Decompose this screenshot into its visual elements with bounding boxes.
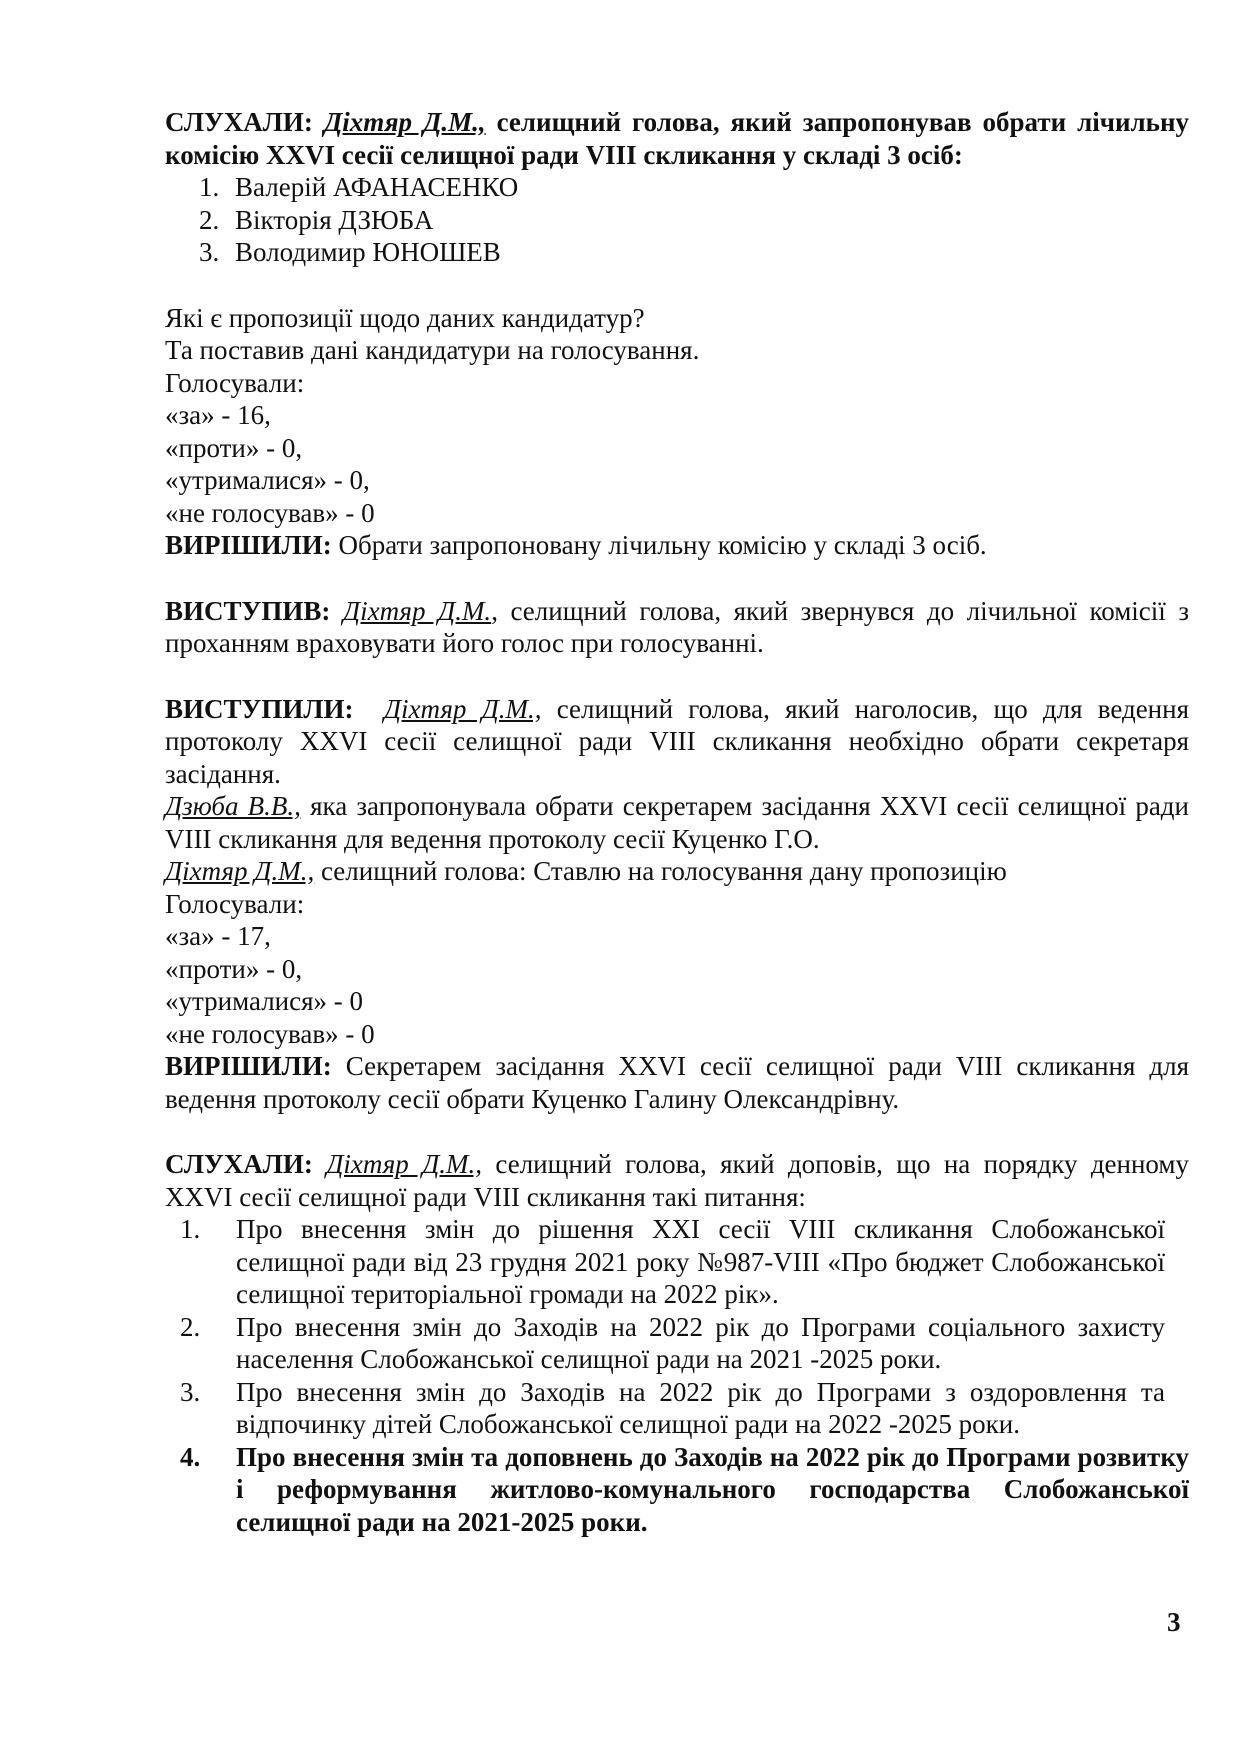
agenda-num: 3.	[180, 1376, 201, 1407]
agenda-num: 2.	[180, 1311, 201, 1342]
section3-speaker3: Діхтяр Д.М.,	[165, 856, 315, 886]
section3-decided-text: Секретарем засідання XXVI сесії селищної ради VIII скликання для ведення протоколу сесії обрати Куценко Галину Олександрівну.	[165, 1051, 1189, 1114]
section3-vote-call	[165, 855, 1189, 888]
candidate-name: Володимир ЮНОШЕВ	[235, 237, 501, 267]
candidate-name: Валерій АФАНАСЕНКО	[235, 172, 519, 202]
section1-label: СЛУХАЛИ:	[165, 107, 313, 137]
section1-decision	[165, 529, 1189, 562]
section1-paragraph	[165, 106, 1189, 171]
candidate-num: 2.	[199, 204, 220, 235]
document-page	[165, 106, 1189, 1538]
section3-speaker2: Дзюба В.В.,	[165, 791, 301, 821]
agenda-text: Про внесення змін до Заходів на 2022 рік до Програми соціального захисту населення Слобожанської селищної ради на 2021 -2025 роки.	[236, 1311, 1165, 1374]
section2-paragraph	[165, 595, 1189, 660]
section3-paragraph	[165, 693, 1189, 791]
candidate-item	[165, 171, 1189, 204]
agenda-item	[165, 1311, 1189, 1376]
section3-speaker: Діхтяр Д.М.,	[383, 693, 542, 724]
section1-vote-not: «не голосував» - 0	[165, 497, 375, 528]
section1-vote-for: «за» - 16,	[165, 400, 271, 430]
section1-vote-abstain: «утрималися» - 0,	[165, 465, 370, 495]
candidate-num: 3.	[199, 237, 220, 267]
section3-text: селищний голова, який наголосив, що для ведення протоколу XXVI сесії селищної ради VIII скликання необхідно обрати секретаря засідання.	[165, 693, 1189, 789]
candidate-list	[165, 171, 1189, 269]
section3-vote-for: «за» - 17,	[165, 921, 271, 951]
section1-vote-against: «проти» - 0,	[165, 432, 303, 463]
section4-paragraph	[165, 1148, 1189, 1213]
section3-voted-label: Голосували:	[165, 888, 305, 919]
section2-text: , селищний голова, який звернувся до лічильної комісії з проханням враховувати його голос при голосуванні.	[165, 595, 1189, 658]
page-number: 3	[1167, 1607, 1181, 1637]
section3-vote-against: «проти» - 0,	[165, 953, 303, 984]
section3-text3: селищний голова: Ставлю на голосування дану пропозицію	[314, 856, 1007, 886]
agenda-num: 4.	[180, 1441, 201, 1472]
section1-voted-label: Голосували:	[165, 367, 305, 398]
section1-decided-label: ВИРІШИЛИ:	[165, 530, 332, 560]
section3-text2: яка запропонувала обрати секретарем засідання XXVI сесії селищної ради VIII скликання для ведення протоколу сесії Куценко Г.О.	[165, 791, 1189, 854]
section2-speaker: Діхтяр Д.М.	[342, 595, 492, 626]
section3-vote-abstain: «утрималися» - 0	[165, 986, 364, 1016]
candidate-name: Вікторія ДЗЮБА	[235, 204, 434, 235]
candidate-item	[165, 236, 1189, 269]
agenda-item	[165, 1213, 1189, 1311]
section3-vote-not: «не голосував» - 0	[165, 1018, 375, 1049]
section1-decided-text: Обрати запропоновану лічильну комісію у складі 3 осіб.	[331, 530, 987, 560]
section4-label: СЛУХАЛИ:	[165, 1149, 313, 1179]
section1-put-to-vote: Та поставив дані кандидатури на голосування.	[165, 335, 700, 365]
agenda-text: Про внесення змін та доповнень до Заходів на 2022 рік до Програми розвитку і реформування житлово-комунального господарства Слобожанської селищної ради на 2021-2025 роки.	[236, 1441, 1189, 1537]
section1-text: селищний голова, який запропонував обрати лічильну комісію XXVI сесії селищної ради VIII скликання у складі 3 осіб:	[165, 107, 1190, 170]
section4-text: селищний голова, який доповів, що на порядку денному XXVI сесії селищної ради VIII скликання такі питання:	[165, 1149, 1190, 1212]
candidate-num: 1.	[199, 172, 220, 202]
agenda-item	[165, 1376, 1189, 1441]
agenda-num: 1.	[180, 1214, 201, 1244]
section2-label: ВИСТУПИВ:	[165, 595, 331, 626]
section3-label: ВИСТУПИЛИ:	[165, 693, 354, 724]
section1-speaker: Діхтяр Д.М.,	[323, 107, 486, 137]
section1-question: Які є пропозиції щодо даних кандидатур?	[165, 302, 645, 333]
agenda-item	[165, 1441, 1189, 1539]
section3-decision	[165, 1050, 1189, 1115]
agenda-list	[165, 1213, 1189, 1538]
section3-decided-label: ВИРІШИЛИ:	[165, 1051, 332, 1081]
section4-speaker: Діхтяр Д.М.,	[326, 1149, 483, 1179]
agenda-text: Про внесення змін до рішення XXI сесії VIII скликання Слобожанської селищної ради від 23 грудня 2021 року №987-VIII «Про бюджет Слобожанської селищної територіальної громади на 2022 рік».	[236, 1214, 1166, 1309]
agenda-text: Про внесення змін до Заходів на 2022 рік до Програми з оздоровлення та відпочинку дітей Слобожанської селищної ради на 2022 -2025 роки.	[236, 1376, 1165, 1439]
section3-proposal	[165, 790, 1189, 855]
candidate-item	[165, 204, 1189, 237]
